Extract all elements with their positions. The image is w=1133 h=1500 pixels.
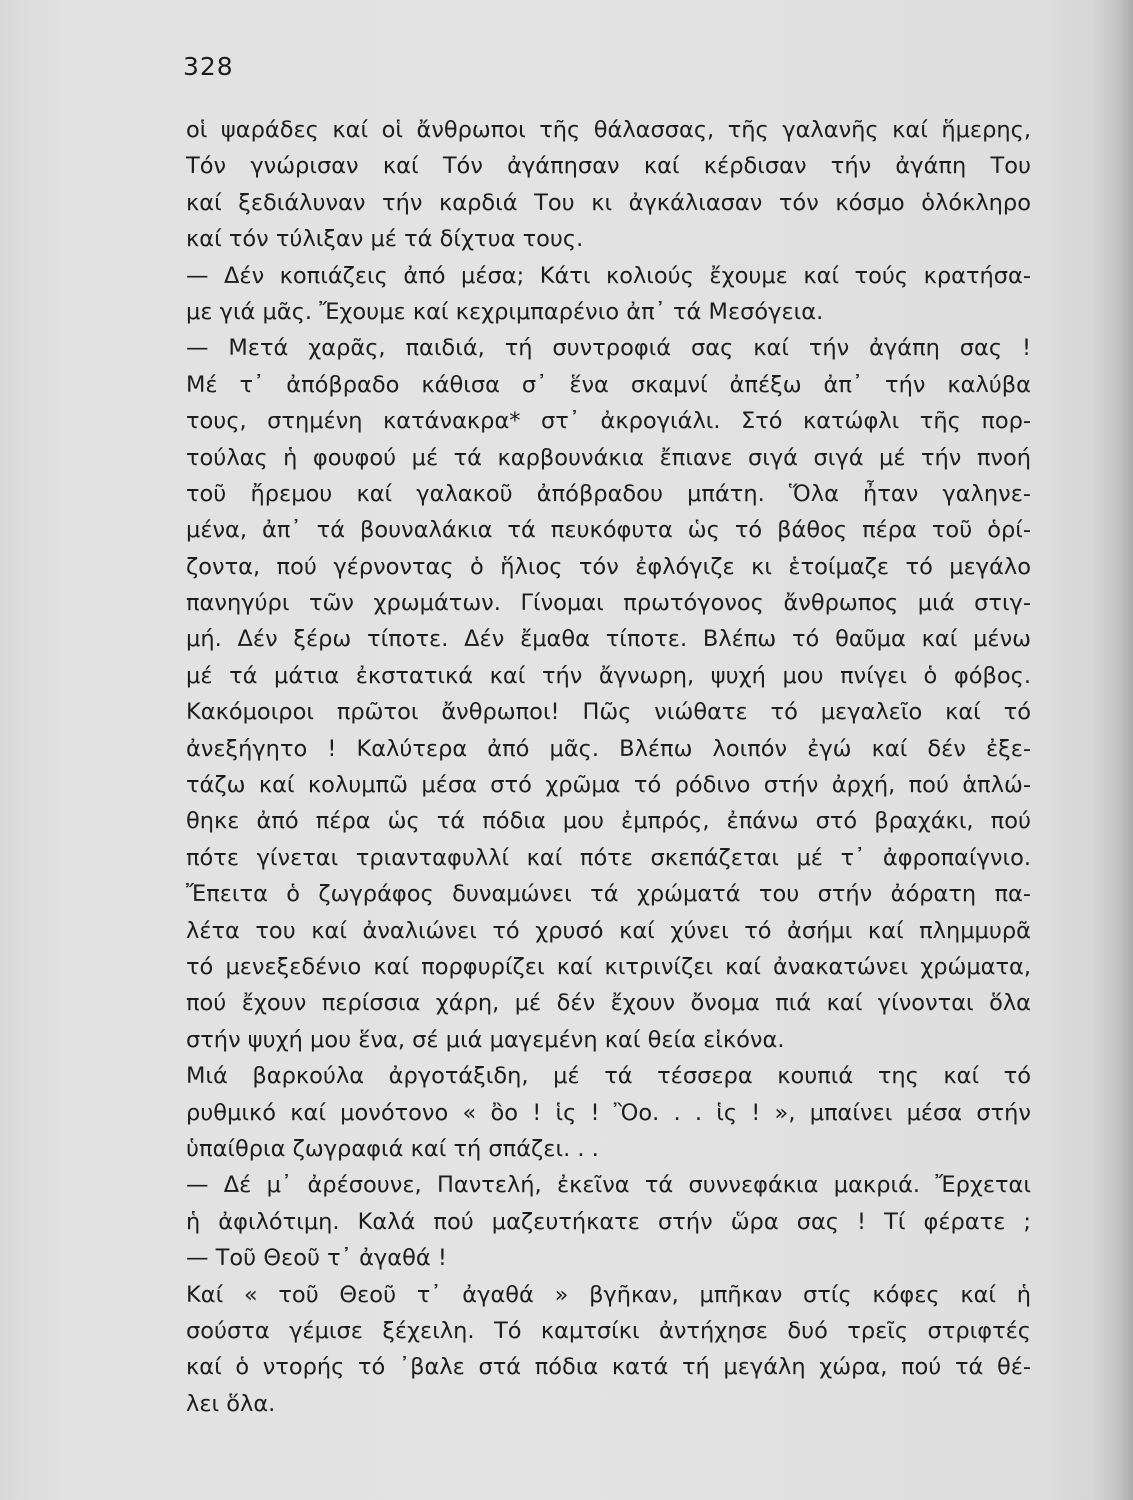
page-number: 328: [183, 52, 234, 81]
text-line: καί ὁ ντορής τό ᾽βαλε στά πόδια κατά τή μεγάλη χώρα, πού τά θέ-: [186, 1354, 1031, 1381]
text-line: — Δέ μ᾽ ἀρέσουνε, Παντελή, ἐκεῖνα τά συννεφάκια μακριά. Ἔρχεται: [186, 1172, 1031, 1199]
body-text: [186, 112, 1031, 1422]
text-line: Καί « τοῦ Θεοῦ τ᾽ ἀγαθά » βγῆκαν, μπῆκαν στίς κόφες καί ἡ: [186, 1281, 1031, 1308]
text-line: ρυθμικό καί μονότονο « ὂο ! ἱς ! Ὂο. . . ἱς ! », μπαίνει μέσα στήν: [186, 1099, 1031, 1126]
text-line: μένα, ἀπ᾽ τά βουναλάκια τά πευκόφυτα ὡς τό βάθος πέρα τοῦ ὁρί-: [186, 517, 1031, 544]
page-edge-shadow: [1093, 0, 1133, 1500]
text-line: ἀνεξήγητο ! Καλύτερα ἀπό μᾶς. Βλέπω λοιπόν ἐγώ καί δέν ἐξε-: [186, 735, 1031, 762]
text-line: ἡ ἀφιλότιμη. Καλά πού μαζευτήκατε στήν ὥρα σας ! Τί φέρατε ;: [186, 1208, 1031, 1235]
text-line: σούστα γέμισε ξέχειλη. Τό καμτσίκι ἀντήχησε δυό τρεῖς στριφτές: [186, 1317, 1031, 1344]
text-line: λει ὅλα.: [186, 1390, 276, 1417]
text-line: Κακόμοιροι πρῶτοι ἄνθρωποι! Πῶς νιώθατε τό μεγαλεῖο καί τό: [186, 699, 1031, 726]
text-line: Ἔπειτα ὁ ζωγράφος δυναμώνει τά χρώματά του στήν ἀόρατη πα-: [186, 881, 1031, 908]
text-line: θηκε ἀπό πέρα ὡς τά πόδια μου ἐμπρός, ἐπάνω στό βραχάκι, πού: [186, 808, 1031, 835]
text-line: ὑπαίθρια ζωγραφιά καί τή σπάζει. . .: [186, 1135, 599, 1162]
text-line: Μέ τ᾽ ἀπόβραδο κάθισα σ᾽ ἕνα σκαμνί ἀπέξω ἀπ᾽ τήν καλύβα: [186, 371, 1031, 398]
text-line: Τόν γνώρισαν καί Τόν ἀγάπησαν καί κέρδισαν τήν ἀγάπη Του: [186, 153, 1031, 180]
text-line: τούλας ἡ φουφού μέ τά καρβουνάκια ἔπιανε σιγά σιγά μέ τήν πνοή: [186, 444, 1031, 471]
text-line: Μιά βαρκούλα ἀργοτάξιδη, μέ τά τέσσερα κουπιά της καί τό: [186, 1063, 1031, 1090]
text-line: ζοντα, πού γέρνοντας ὁ ἥλιος τόν ἐφλόγιζε κι ἑτοίμαζε τό μεγάλο: [186, 553, 1031, 580]
text-line: οἱ ψαράδες καί οἱ ἄνθρωποι τῆς θάλασσας, τῆς γαλανῆς καί ἥμερης,: [186, 117, 1031, 143]
text-line: τάζω καί κολυμπῶ μέσα στό χρῶμα τό ρόδινο στήν ἀρχή, πού ἁπλώ-: [186, 772, 1031, 799]
text-line: μέ τά μάτια ἐκστατικά καί τήν ἄγνωρη, ψυχή μου πνίγει ὁ φόβος.: [186, 662, 1031, 689]
text-line: μή. Δέν ξέρω τίποτε. Δέν ἔμαθα τίποτε. Βλέπω τό θαῦμα καί μένω: [186, 626, 1031, 653]
text-line: — Τοῦ Θεοῦ τ᾽ ἀγαθά !: [186, 1245, 447, 1272]
text-line: πού ἔχουν περίσσια χάρη, μέ δέν ἔχουν ὄνομα πιά καί γίνονται ὅλα: [186, 990, 1031, 1017]
text-line: πανηγύρι τῶν χρωμάτων. Γίνομαι πρωτόγονος ἄνθρωπος μιά στιγ-: [186, 590, 1031, 617]
text-line: τό μενεξεδένιο καί πορφυρίζει καί κιτρινίζει καί ἀνακατώνει χρώματα,: [186, 953, 1031, 980]
text-line: με γιά μᾶς. Ἔχουμε καί κεχριμπαρένιο ἀπ᾽ τά Μεσόγεια.: [186, 298, 824, 325]
text-line: καί τόν τύλιξαν μέ τά δίχτυα τους.: [186, 226, 584, 253]
text-line: καί ξεδιάλυναν τήν καρδιά Του κι ἀγκάλιασαν τόν κόσμο ὁλόκληρο: [186, 189, 1031, 216]
text-line: τοῦ ἤρεμου καί γαλακοῦ ἀπόβραδου μπάτη. Ὅλα ἦταν γαληνε-: [186, 480, 1031, 507]
text-line: στήν ψυχή μου ἕνα, σέ μιά μαγεμένη καί θεία εἰκόνα.: [186, 1026, 785, 1053]
text-line: — Μετά χαρᾶς, παιδιά, τή συντροφιά σας καί τήν ἀγάπη σας !: [186, 335, 1031, 362]
text-line: τους, στημένη κατάνακρα* στ᾽ ἀκρογιάλι. Στό κατώφλι τῆς πορ-: [186, 408, 1031, 435]
text-line: — Δέν κοπιάζεις ἀπό μέσα; Κάτι κολιούς ἔχουμε καί τούς κρατήσα-: [186, 262, 1031, 289]
text-line: λέτα του καί ἀναλιώνει τό χρυσό καί χύνει τό ἀσήμι καί πλημμυρᾶ: [186, 917, 1031, 944]
text-line: πότε γίνεται τριανταφυλλί καί πότε σκεπάζεται μέ τ᾽ ἀφροπαίγνιο.: [186, 844, 1031, 871]
